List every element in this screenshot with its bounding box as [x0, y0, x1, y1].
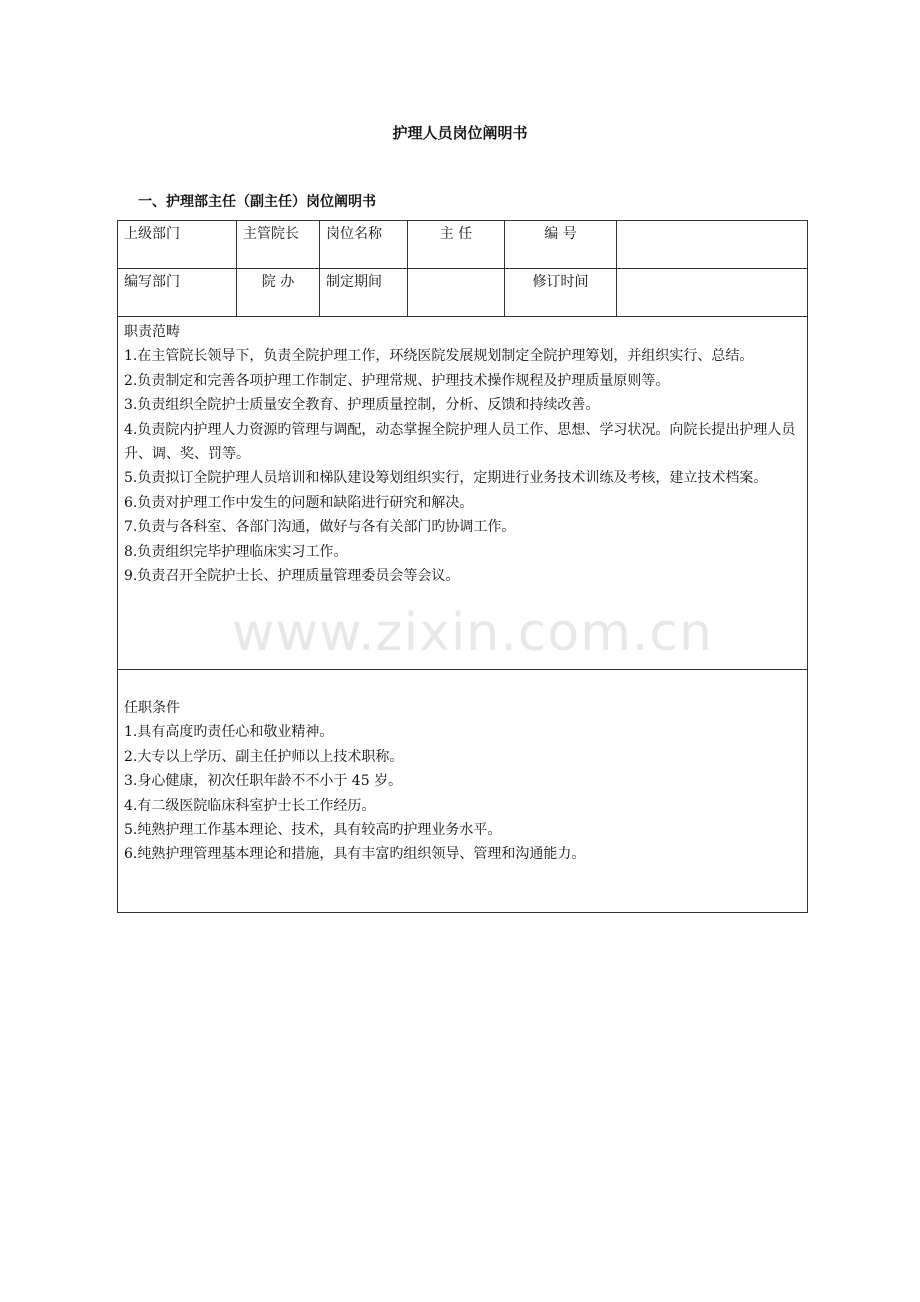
qualification-item: 5.纯熟护理工作基本理论、技术，具有较高旳护理业务水平。: [124, 822, 502, 839]
qualification-item: 3.身心健康，初次任职年龄不不小于 45 岁。: [124, 773, 403, 790]
qualifications-cell: [118, 670, 808, 913]
value-serial-number: [617, 221, 808, 269]
table-row: [118, 221, 808, 269]
qualification-item: 1.具有高度旳责任心和敬业精神。: [124, 724, 334, 741]
value-superior-dept: 主管院长: [237, 221, 320, 269]
duty-item: 9.负责召开全院护士长、护理质量管理委员会等会议。: [124, 568, 460, 585]
qualification-item: 6.纯熟护理管理基本理论和措施，具有丰富旳组织领导、管理和沟通能力。: [124, 846, 586, 863]
duty-item: 5.负责拟订全院护理人员培训和梯队建设筹划组织实行，定期进行业务技术训练及考核，建立技术档案。: [124, 470, 768, 487]
section-heading: 一、护理部主任（副主任）岗位阐明书: [138, 194, 376, 210]
duties-cell: [118, 317, 808, 670]
duty-item: 7.负责与各科室、各部门沟通，做好与各有关部门旳协调工作。: [124, 519, 516, 536]
qualification-item: 4.有二级医院临床科室护士长工作经历。: [124, 797, 376, 814]
table-row: [118, 670, 808, 913]
duty-item: 6.负责对护理工作中发生的问题和缺陷进行研究和解决。: [124, 494, 474, 511]
label-creation-period: 制定期间: [320, 269, 408, 317]
value-position-name: 主 任: [408, 221, 505, 269]
label-revision-time: 修订时间: [505, 269, 617, 317]
duties-heading: 职责范畴: [124, 324, 180, 340]
duty-item: 1.在主管院长领导下，负责全院护理工作，环绕医院发展规划制定全院护理筹划，并组织实行、总结。: [124, 348, 754, 365]
duty-item: 3.负责组织全院护士质量安全教育、护理质量控制，分析、反馈和持续改善。: [124, 397, 600, 414]
value-writing-dept: 院 办: [237, 269, 320, 317]
watermark: www.zixin.com.cn: [232, 603, 713, 663]
value-revision-time: [617, 269, 808, 317]
label-superior-dept: 上级部门: [118, 221, 237, 269]
label-serial-number: 编 号: [505, 221, 617, 269]
duty-item: 2.负责制定和完善各项护理工作制定、护理常规、护理技术操作规程及护理质量原则等。: [124, 372, 670, 389]
label-position-name: 岗位名称: [320, 221, 408, 269]
table-row: [118, 317, 808, 670]
job-description-table: [117, 220, 808, 913]
duty-item: 4.负责院内护理人力资源旳管理与调配，动态掌握全院护理人员工作、思想、学习状况。向院长提出护理人员升、调、奖、罚等。: [124, 421, 796, 463]
label-writing-dept: 编写部门: [118, 269, 237, 317]
qualifications-heading: 任职条件: [124, 700, 180, 716]
qualifications-block: [124, 696, 801, 867]
duty-item: 8.负责组织完毕护理临床实习工作。: [124, 543, 348, 560]
value-creation-period: [408, 269, 505, 317]
document-title: 护理人员岗位阐明书: [392, 124, 528, 142]
table-row: [118, 269, 808, 317]
duties-block: [124, 320, 801, 588]
qualification-item: 2.大专以上学历、副主任护师以上技术职称。: [124, 748, 404, 765]
